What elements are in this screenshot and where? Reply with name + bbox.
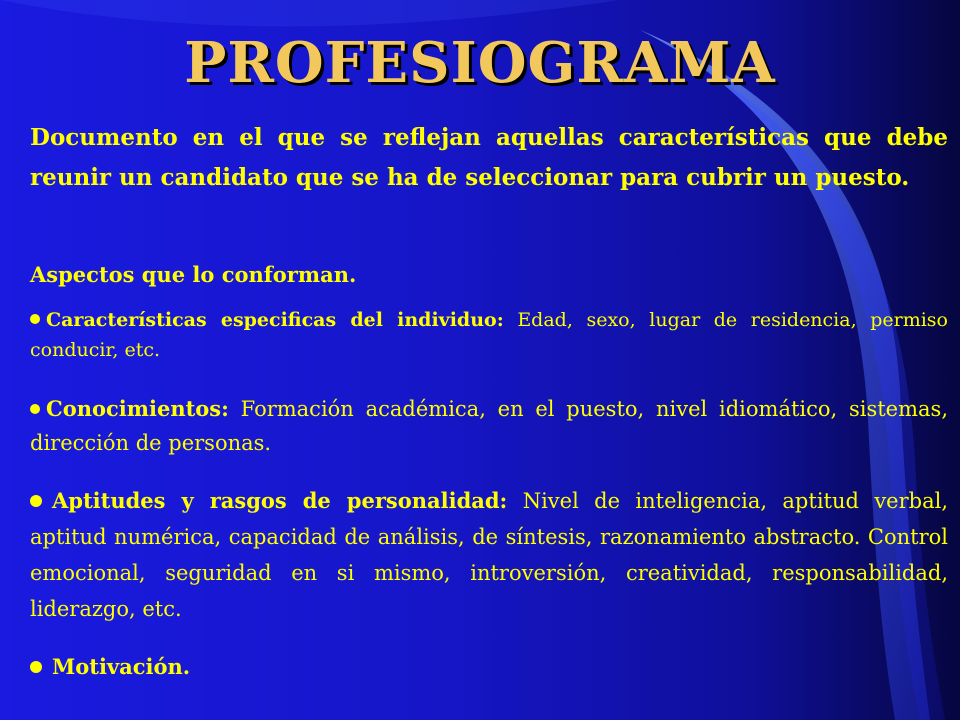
slide-title: PROFESIOGRAMA — [184, 30, 776, 96]
bullet-icon — [30, 495, 42, 507]
bullet-icon — [30, 404, 40, 414]
definition-text: Documento en el que se reflejan aquellas características que debe reunir un candidato que se ha de seleccionar para cubrir un puesto. — [30, 124, 948, 191]
list-item-lead: Conocimientos: — [46, 396, 229, 421]
bullet-icon — [30, 661, 42, 673]
list-item-lead: Características especificas del individuo: — [46, 309, 504, 331]
aspects-heading: Aspectos que lo conforman. — [30, 262, 357, 287]
list-item-lead: Aptitudes y rasgos de personalidad: — [52, 488, 508, 513]
list-item — [30, 392, 948, 460]
list-item — [30, 483, 948, 627]
list-item-text: Edad, sexo, lugar de residencia, permiso conducir, etc. — [30, 309, 948, 361]
list-item-text: Nivel de inteligencia, aptitud verbal, aptitud numérica, capacidad de análisis, de síntesis, razonamiento abstracto. Control emocional, seguridad en si mismo, introversión, creatividad, responsabilidad, liderazgo, etc. — [30, 489, 949, 621]
bullet-icon — [30, 314, 40, 324]
list-item-text: Formación académica, en el puesto, nivel idiomático, sistemas, dirección de personas. — [30, 397, 948, 455]
list-item — [30, 650, 948, 684]
list-item-lead: Motivación. — [52, 654, 191, 679]
list-item — [30, 305, 948, 365]
